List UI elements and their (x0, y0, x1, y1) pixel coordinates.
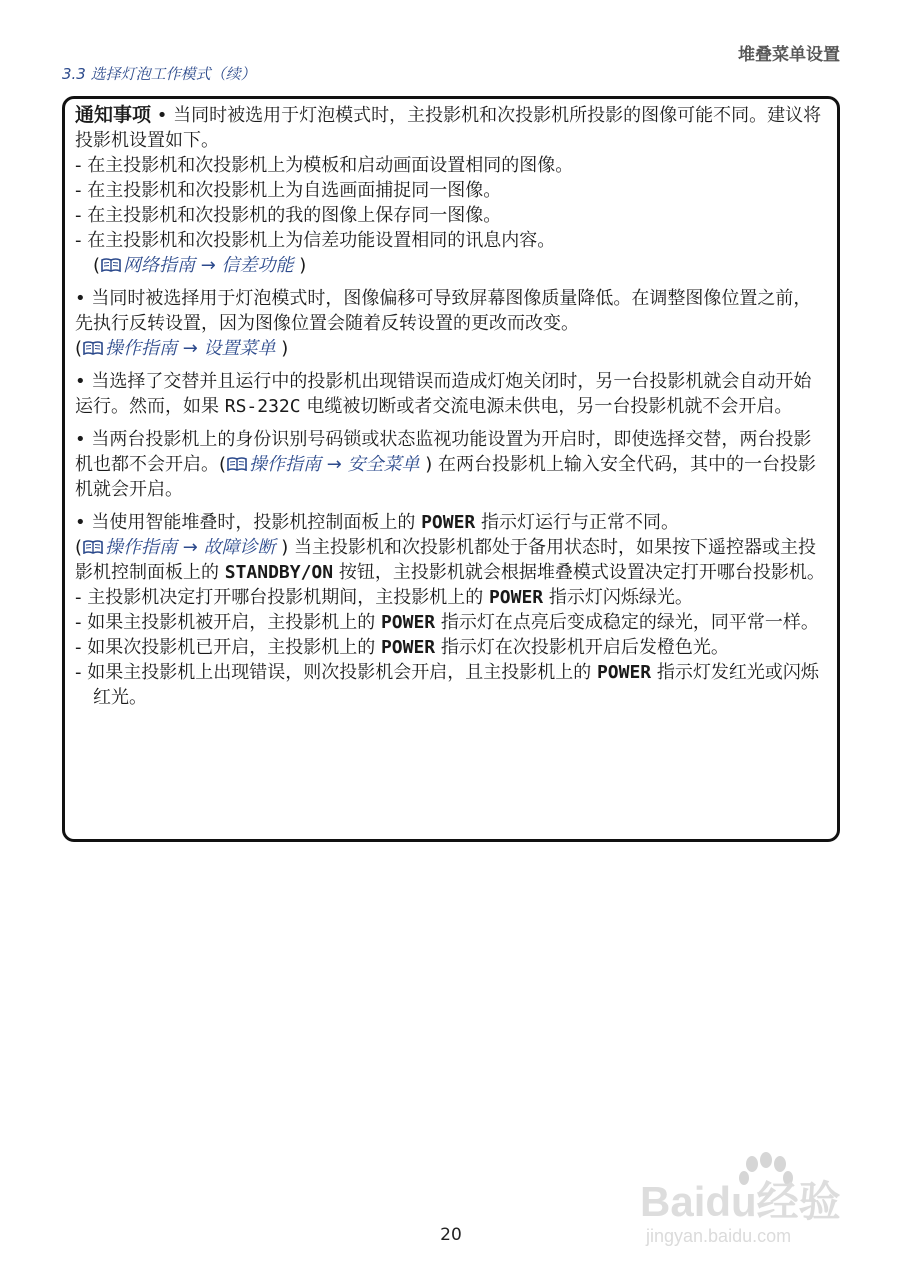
paragraph-text: 电缆被切断或者交流电源未供电，另一台投影机就不会开启。 (300, 396, 793, 417)
paragraph-text: ) 在两台投影机上输入安全代码，其中的一台投影机就会开启。 (75, 454, 817, 500)
page-number: 20 (440, 1225, 462, 1245)
power-keyword: POWER (380, 637, 436, 658)
security-menu-link[interactable]: 操作指南 → 安全菜单 (249, 454, 420, 475)
book-icon (83, 341, 103, 355)
paragraph-text: ) 当主投影机和次投影机都处于备用状态时，如果按下遥控器或主投影机控制面板上的 (75, 537, 817, 583)
network-guide-link[interactable]: 网络指南 → 信差功能 (123, 255, 294, 276)
paragraph-text: • 当使用智能堆叠时，投影机控制面板上的 (75, 512, 422, 533)
notice-paragraph-1 (75, 103, 827, 278)
setup-menu-link[interactable]: 操作指南 → 设置菜单 (105, 338, 276, 359)
paragraph-text: • 当同时被选择用于灯泡模式时，图像偏移可导致屏幕图像质量降低。在调整图像位置之前，先执行反转设置，因为图像位置会随着反转设置的更改而改变。 (75, 288, 812, 334)
reference-line: ( 操作指南 → 设置菜单 ) (75, 338, 289, 359)
notice-paragraph-3 (75, 369, 827, 419)
troubleshooting-link[interactable]: 操作指南 → 故障诊断 (105, 537, 276, 558)
list-item: - 如果主投影机上出现错误，则次投影机会开启，且主投影机上的 POWER 指示灯发红光或闪烁红光。 (75, 662, 819, 708)
power-keyword: POWER (380, 612, 436, 633)
list-item: - 在主投影机和次投影机上为自选画面捕捉同一图像。 (75, 180, 502, 201)
notice-paragraph-2 (75, 286, 827, 361)
notice-paragraph-5: • 当使用智能堆叠时，投影机控制面板上的 POWER 指示灯运行与正常不同。 ( 操作指南 → 故障诊断 ) 当主投影机和次投影机都处于备用状态时，如果按下遥控器或主投影机控制面板上的 STANDBY/ON 按钮，主投影机就会根据堆叠模式设置决定打开哪台投影机。 - 主投影机决定打开哪台投影机期间，主投影机上的 POWER 指示灯闪烁绿光。 - 如果主投影机被开启，主投影机上的 POWER 指示灯在点亮后变成稳定的绿光，同平常一样。 - 如果次投影机已开启，主投影机上的 POWER 指示灯在次投影机开启后发橙色光。 - 如果主投影机上出现错误，则次投影机会开启，且主投影机上的 POWER 指示灯发红光或闪烁红光。 (75, 510, 827, 710)
notice-paragraph-4 (75, 427, 827, 502)
reference-line: ( 网络指南 → 信差功能 ) (93, 255, 307, 276)
list-item: - 如果次投影机已开启，主投影机上的 POWER 指示灯在次投影机开启后发橙色光。 (75, 637, 729, 658)
list-item: - 在主投影机和次投影机的我的图像上保存同一图像。 (75, 205, 502, 226)
book-icon (83, 540, 103, 554)
notice-label: 通知事项 (75, 104, 152, 126)
book-icon (101, 258, 121, 272)
power-keyword: POWER (488, 587, 544, 608)
power-keyword: POWER (421, 512, 476, 533)
list-item: - 主投影机决定打开哪台投影机期间，主投影机上的 POWER 指示灯闪烁绿光。 (75, 587, 693, 608)
list-item: - 如果主投影机被开启，主投影机上的 POWER 指示灯在点亮后变成稳定的绿光，同平常一样。 (75, 612, 819, 633)
header-title: 堆叠菜单设置 (738, 45, 840, 65)
list-item: - 在主投影机和次投影机上为信差功能设置相同的讯息内容。 (75, 230, 556, 251)
section-title: 3.3 选择灯泡工作模式（续） (62, 65, 256, 83)
list-item: - 在主投影机和次投影机上为模板和启动画面设置相同的图像。 (75, 155, 574, 176)
notice-content (75, 103, 827, 710)
rs232c-label: RS-232C (224, 396, 301, 417)
paragraph-text: 按钮，主投影机就会根据堆叠模式设置决定打开哪台投影机。 (333, 562, 825, 583)
paragraph-text: • 当两台投影机上的身份识别号码锁或状态监视功能设置为开启时，即使选择交替，两台投影机也都不会开启。( (75, 429, 812, 475)
standby-keyword: STANDBY/ON (224, 562, 334, 583)
power-keyword: POWER (596, 662, 652, 683)
svg-text:Baidu经验: Baidu经验 (640, 1178, 841, 1225)
svg-text:jingyan.baidu.com: jingyan.baidu.com (646, 1226, 792, 1246)
notice-box (62, 96, 840, 842)
paragraph-text: 指示灯运行与正常不同。 (475, 512, 679, 533)
book-icon (227, 457, 247, 471)
notice-lead-text: • 当同时被选用于灯泡模式时，主投影机和次投影机所投影的图像可能不同。建议将投影机设置如下。 (75, 105, 822, 151)
paragraph-text: • 当选择了交替并且运行中的投影机出现错误而造成灯炮关闭时，另一台投影机就会自动开始运行。然而，如果 (75, 371, 812, 417)
